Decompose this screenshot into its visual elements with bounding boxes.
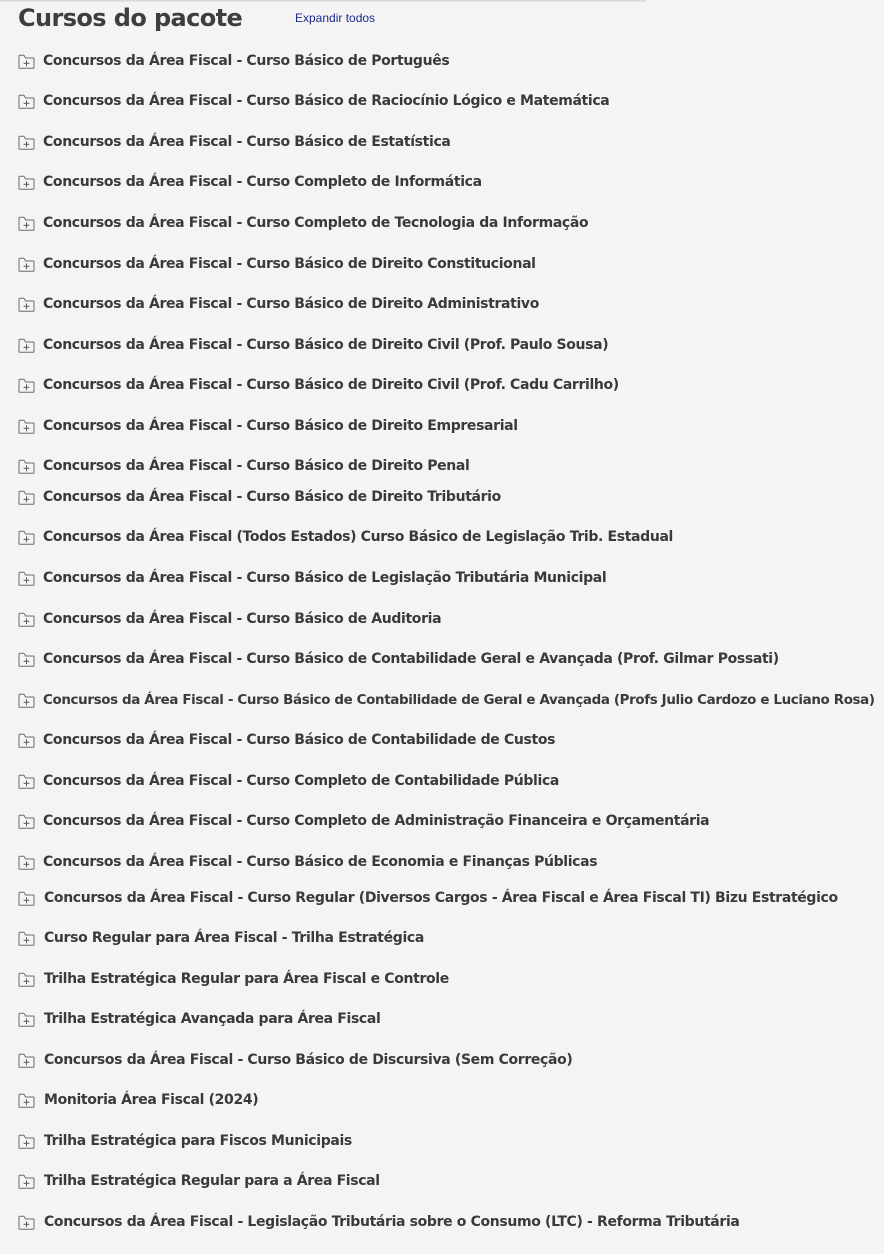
- expand-all-link[interactable]: Expandir todos: [295, 11, 376, 25]
- course-item[interactable]: [18, 1090, 258, 1110]
- folder-plus-icon[interactable]: [18, 891, 35, 906]
- course-item[interactable]: [18, 888, 838, 908]
- course-item[interactable]: [18, 690, 875, 710]
- folder-plus-icon[interactable]: [18, 1174, 35, 1189]
- course-title: Concursos da Área Fiscal - Curso Básico de Contabilidade de Custos: [43, 732, 556, 748]
- course-item[interactable]: [18, 335, 608, 355]
- course-title: Trilha Estratégica Regular para Área Fiscal e Controle: [44, 971, 449, 987]
- course-item[interactable]: [18, 51, 449, 71]
- folder-plus-icon[interactable]: [18, 378, 35, 393]
- page-header: [18, 1, 242, 35]
- course-item[interactable]: [18, 1050, 572, 1070]
- folder-plus-icon[interactable]: [18, 135, 35, 150]
- course-item[interactable]: [18, 132, 451, 152]
- course-title: Concursos da Área Fiscal - Curso Completo de Informática: [43, 174, 482, 190]
- course-item[interactable]: [18, 568, 606, 588]
- folder-plus-icon[interactable]: [18, 1053, 35, 1068]
- course-item[interactable]: [18, 852, 597, 872]
- folder-plus-icon[interactable]: [18, 338, 35, 353]
- course-item[interactable]: [18, 416, 518, 436]
- course-item[interactable]: [18, 1131, 352, 1151]
- course-title: Concursos da Área Fiscal - Curso Completo de Administração Financeira e Orçamentária: [43, 813, 710, 829]
- course-title: Concursos da Área Fiscal - Curso Básico de Direito Empresarial: [43, 418, 518, 434]
- course-item[interactable]: [18, 1171, 380, 1191]
- folder-plus-icon[interactable]: [18, 693, 35, 708]
- folder-plus-icon[interactable]: [18, 216, 35, 231]
- course-title: Concursos da Área Fiscal - Curso Completo de Tecnologia da Informação: [43, 215, 589, 231]
- folder-plus-icon[interactable]: [18, 855, 35, 870]
- course-title: Concursos da Área Fiscal - Curso Básico de Auditoria: [43, 611, 442, 627]
- course-title: Monitoria Área Fiscal (2024): [44, 1092, 259, 1108]
- folder-plus-icon[interactable]: [18, 652, 35, 667]
- course-item[interactable]: [18, 375, 619, 395]
- course-title: Trilha Estratégica para Fiscos Municipais: [44, 1133, 352, 1149]
- folder-plus-icon[interactable]: [18, 257, 35, 272]
- course-item[interactable]: [18, 487, 501, 507]
- course-title: Concursos da Área Fiscal - Curso Básico de Contabilidade Geral e Avançada (Prof. Gilmar Possati): [43, 651, 779, 667]
- course-title: Concursos da Área Fiscal - Curso Básico de Legislação Tributária Municipal: [43, 570, 607, 586]
- folder-plus-icon[interactable]: [18, 814, 35, 829]
- folder-plus-icon[interactable]: [18, 54, 35, 69]
- course-item[interactable]: [18, 527, 673, 547]
- folder-plus-icon[interactable]: [18, 94, 35, 109]
- course-title: Concursos da Área Fiscal - Legislação Tributária sobre o Consumo (LTC) - Reforma Tributária: [44, 1214, 740, 1230]
- course-item[interactable]: [18, 172, 482, 192]
- folder-plus-icon[interactable]: [18, 1215, 35, 1230]
- course-item[interactable]: [18, 730, 555, 750]
- course-title: Concursos da Área Fiscal - Curso Básico de Direito Civil (Prof. Paulo Sousa): [43, 337, 609, 353]
- folder-plus-icon[interactable]: [18, 1093, 35, 1108]
- course-item[interactable]: [18, 456, 469, 476]
- folder-plus-icon[interactable]: [18, 571, 35, 586]
- course-title: Trilha Estratégica Avançada para Área Fiscal: [44, 1011, 381, 1027]
- folder-plus-icon[interactable]: [18, 1012, 35, 1027]
- course-item[interactable]: [18, 649, 779, 669]
- course-title: Concursos da Área Fiscal - Curso Básico de Direito Penal: [43, 458, 470, 474]
- course-title: Concursos da Área Fiscal - Curso Básico de Contabilidade de Geral e Avançada (Profs Julio Cardozo e Luciano Rosa): [43, 692, 875, 708]
- course-title: Concursos da Área Fiscal - Curso Básico de Raciocínio Lógico e Matemática: [43, 93, 610, 109]
- course-title: Concursos da Área Fiscal - Curso Básico de Direito Administrativo: [43, 296, 539, 312]
- course-item[interactable]: [18, 1212, 740, 1232]
- course-title: Concursos da Área Fiscal - Curso Básico de Direito Constitucional: [43, 256, 536, 272]
- folder-plus-icon[interactable]: [18, 175, 35, 190]
- course-item[interactable]: [18, 213, 588, 233]
- folder-plus-icon[interactable]: [18, 733, 35, 748]
- course-title: Concursos da Área Fiscal - Curso Regular (Diversos Cargos - Área Fiscal e Área Fiscal TI) Bizu Estratégico: [44, 890, 838, 906]
- folder-plus-icon[interactable]: [18, 931, 35, 946]
- course-item[interactable]: [18, 609, 441, 629]
- course-item[interactable]: [18, 928, 424, 948]
- folder-plus-icon[interactable]: [18, 297, 35, 312]
- course-title: Concursos da Área Fiscal - Curso Básico de Direito Civil (Prof. Cadu Carrilho): [43, 377, 619, 393]
- page-title: Cursos do pacote: [18, 4, 243, 32]
- folder-plus-icon[interactable]: [18, 490, 35, 505]
- course-item[interactable]: [18, 91, 609, 111]
- course-title: Concursos da Área Fiscal - Curso Completo de Contabilidade Pública: [43, 773, 559, 789]
- folder-plus-icon[interactable]: [18, 774, 35, 789]
- course-item[interactable]: [18, 1009, 380, 1029]
- course-title: Concursos da Área Fiscal - Curso Básico de Português: [43, 53, 450, 69]
- course-title: Concursos da Área Fiscal - Curso Básico de Economia e Finanças Públicas: [43, 854, 598, 870]
- course-title: Concursos da Área Fiscal - Curso Básico de Estatística: [43, 134, 451, 150]
- course-item[interactable]: [18, 254, 536, 274]
- folder-plus-icon[interactable]: [18, 1134, 35, 1149]
- folder-plus-icon[interactable]: [18, 459, 35, 474]
- course-title: Concursos da Área Fiscal - Curso Básico de Discursiva (Sem Correção): [44, 1052, 573, 1068]
- course-item[interactable]: [18, 811, 709, 831]
- course-title: Trilha Estratégica Regular para a Área Fiscal: [44, 1173, 380, 1189]
- folder-plus-icon[interactable]: [18, 612, 35, 627]
- course-title: Concursos da Área Fiscal - Curso Básico de Direito Tributário: [43, 489, 501, 505]
- course-title: Concursos da Área Fiscal (Todos Estados) Curso Básico de Legislação Trib. Estadual: [43, 529, 673, 545]
- folder-plus-icon[interactable]: [18, 419, 35, 434]
- course-item[interactable]: [18, 294, 539, 314]
- course-item[interactable]: [18, 771, 559, 791]
- course-title: Curso Regular para Área Fiscal - Trilha Estratégica: [44, 930, 424, 946]
- folder-plus-icon[interactable]: [18, 530, 35, 545]
- course-item[interactable]: [18, 969, 449, 989]
- folder-plus-icon[interactable]: [18, 972, 35, 987]
